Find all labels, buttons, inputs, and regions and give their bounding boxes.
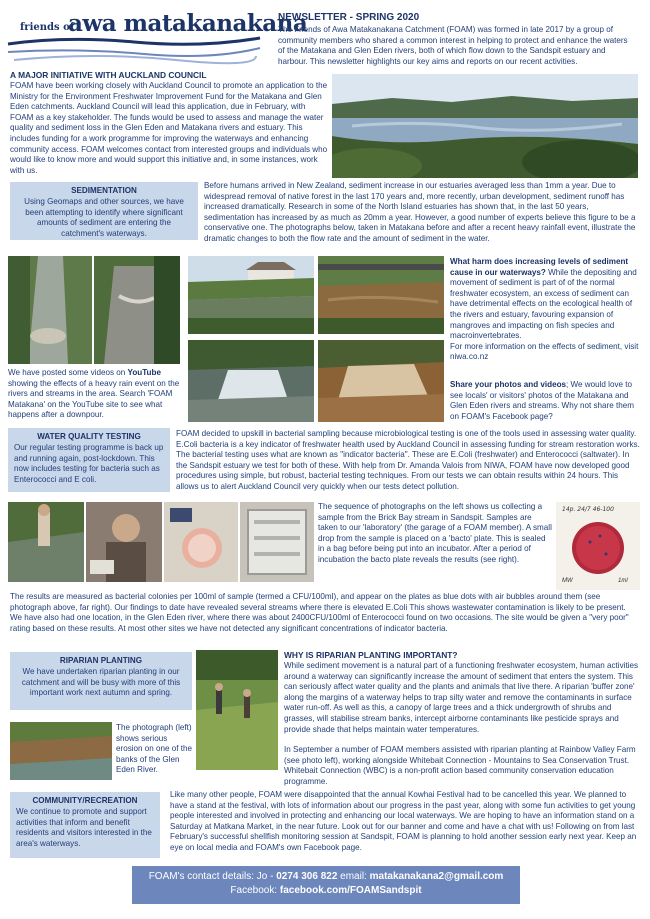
waterfall-before-photo (188, 340, 314, 422)
contact-email-link[interactable]: matakanakana2@gmail.com (369, 871, 504, 882)
sediment-harm-body: While the depositing and movement of sediment is part of of the normal freshwater ecosystem, an excess of sediment can have detrimental effects on the ecological health of the rivers and estuary, favouring expansion of mangroves and impacting on fish species and macroinvertebrates. (450, 267, 637, 341)
river-house-photo (188, 256, 314, 334)
sediment-harm-heading: What harm does increasing levels of sediment cause in our waterways? (450, 257, 629, 277)
why-riparian-text-1: While sediment movement is a natural part of a functioning freshwater ecosystem, human activities around a waterway can significantly increase the amount of sediment that enters the system. This can seriously affect water quality and the plants and animals that live there. A riparian 'buffer zone' along the margins of a waterway helps to trap silty water and remove the contaminants in surface water run-off. As well as this, a canopy of large trees and a thick undergrowth of shrubs and grasses, will stabilise stream banks, intercept airborne contaminants like pesticide sprays and provide shade that helps maintain water temperatures. (284, 661, 639, 734)
initiative-text: FOAM have been working closely with Auckland Council to promote an application to the Ministry for the Environment Freshwater Improvement Fund for the Matakana and Glen Eden catchments. Auckland Council will lead this application, due in February, with FOAM as a key stakeholder. The funds would be used to assess and manage the water quality and sediment loss in the Glen Eden and Matakana rivers and estuary. This includes funding for a work programme for improving the waterways and enhancing community access. FOAM welcomes contact from interested groups and individuals who would like to know more and would support this initiative and, in some instances, work with us. (10, 81, 328, 175)
water-quality-box-title: WATER QUALITY TESTING (37, 432, 141, 441)
newsletter-title: NEWSLETTER - SPRING 2020 (278, 12, 420, 23)
sedimentation-box-text: Using Geomaps and other sources, we have been attempting to identify where significant amounts of sediment are entering the catchment's waterways. (24, 197, 184, 238)
estuary-panorama-photo (332, 74, 638, 178)
facebook-link[interactable]: facebook.com/FOAMSandspit (279, 885, 422, 896)
bacto-plate-prep-photo (164, 502, 238, 582)
waterfall-after-photo (318, 340, 444, 422)
water-quality-box (8, 428, 170, 492)
water-testing-text: FOAM decided to upskill in bacterial sampling because microbiological testing is one of the tools used in assessing water quality. E.Coli bacteria is a key indicator of freshwater health used by Auckland Council in assessing funding for stream restoration works. The bacterial testing uses what are known as "indicator bacteria". These are E.Coli (freshwater) and Enterococci (saltwater). In the Sandspit estuary we test for both of these. With help from Dr. Amanda Valois from NIWA, FOAM have now developed good procedures using simple, but robust, bacterial testing techniques. From our tests we can obtain results within 24 hours. This allows us to alert Auckland Council very quickly when our tests detect pollution. (176, 429, 640, 491)
share-photos-text (450, 380, 642, 422)
incubator-photo (240, 502, 314, 582)
youtube-text-post: showing the effects of a heavy rain event on the rivers and streams in the area. Search 'FOAM Matakana' on the YouTube site to see what happens after a downpour. (8, 378, 180, 420)
sedimentation-box-title: SEDIMENTATION (71, 186, 137, 195)
share-photos-heading: Share your photos and videos (450, 380, 567, 389)
sample-lab-photo (86, 502, 162, 582)
riparian-box (10, 652, 192, 710)
sedimentation-box (10, 182, 198, 240)
community-box-text: We continue to promote and support activities that inform and benefit residents and visitors interested in the area's waterways. (16, 807, 152, 848)
sediment-harm-text (450, 257, 642, 363)
kowhai-festival-text: Like many other people, FOAM were disappointed that the annual Kowhai Festival had to be cancelled this year. We planned to have a stand at the festival, with lots of information about our progress in the past year, along with some fun activities to get young people interested and involved in protecting and enhancing our local waterways. We are hoping to have an information stand on a Saturday at Matkana Market, in the near future. Look out for our banner and come and have a chat with us! Following on from last February's successful shellfish monitoring session at Sandspit, FOAM is planning to hold another session early next year. Keep an eye on local media and FOAM's own Facebook page. (170, 790, 637, 852)
erosion-photo (10, 722, 112, 780)
facebook-label: Facebook: (230, 885, 280, 896)
plate-label-top: 14p. 24/7 46-100 (562, 506, 614, 513)
youtube-link[interactable]: YouTube (127, 368, 161, 377)
why-riparian-heading: WHY IS RIPARIAN PLANTING IMPORTANT? (284, 650, 458, 660)
riparian-box-text: We have undertaken riparian planting in our catchment and will be busy with more of this important work next autumn and spring. (21, 667, 181, 698)
masthead-title: awa matakanakana (68, 10, 308, 37)
sediment-text: Before humans arrived in New Zealand, sediment increase in our estuaries averaged less than 1mm a year. Due to widespread removal of native forest in the last 170 years and, more recently, urban development, sediment runoff has increased dramatically. Research in some of the North Island estuaries has shown that, in the last 50 years, sedimentation has increased by as much as 20mm a year. However, a good number of experts believe this figure to be a conservative one. The photographs below, taken in Matakana before and after a recent heavy rainfall event, illustrate the dramatic changes to both the flow rate and the amount of sediment in the water. (204, 181, 636, 243)
sample-sequence-text: The sequence of photographs on the left shows us collecting a sample from the Brick Bay stream in Sandspit. Samples are taken to our 'laboratory' (the garage of a FOAM member). A small drop from the sample is placed on a 'bacto' plate. This is sealed in a bag before being put into an incubator. After a period of incubation the bacto plate reveals the results (see right). (318, 502, 552, 564)
riparian-box-title: RIPARIAN PLANTING (59, 656, 143, 665)
community-box-title: COMMUNITY/RECREATION (32, 796, 138, 805)
bridge-flood-photo (318, 256, 444, 334)
contact-phone[interactable]: 0274 306 822 (276, 871, 338, 882)
plate-label-left: MW (562, 578, 573, 584)
initiative-heading: A MAJOR INITIATIVE WITH AUCKLAND COUNCIL (10, 70, 207, 80)
water-quality-box-text: Our regular testing programme is back up and running again, post-lockdown. This now includes testing for bacteria such as Enterococci and E coli. (14, 443, 164, 484)
stream-after-photo (94, 256, 180, 364)
bacto-plate-result-photo (556, 502, 640, 590)
riparian-planting-photo (196, 650, 278, 770)
plate-label-right: 1ml (618, 578, 628, 584)
stream-before-photo (8, 256, 92, 364)
sample-stream-photo (8, 502, 84, 582)
youtube-text (8, 368, 186, 421)
contact-footer (132, 866, 520, 904)
results-text: The results are measured as bacterial colonies per 100ml of sample (termed a CFU/100ml), and appear on the plates as blue dots with air bubbles around them (see photograph above, far right). Our findings to date have revealed several streams where there is elevated E.Coli This shows wastewater contamination is likely to be present. We have also had one location, in the Glen Eden river, where there was about 2400CFU/100ml of Enterococci found on two occasions. The site would be given a "very poor" rating based on these results. At most other sites we have not detected any significant concentrations of indicator bacteria. (10, 592, 629, 633)
youtube-text-pre: We have posted some videos on (8, 368, 128, 377)
facebook-line (132, 884, 520, 898)
erosion-caption: The photograph (left) shows serious erosion on one of the banks of the Glen Eden River. (116, 723, 193, 775)
intro-text: The Friends of Awa Matakanakana Catchment (FOAM) was formed in late 2017 by a group of community members who shared a common interest in helping to protect and enhance the waters of the Matakana and Glen Eden rivers, both of which flow down to the Sandspit estuary and harbour. This newsletter highlights our key aims and reports on our recent activities. (278, 25, 628, 66)
contact-label: FOAM's contact details: Jo - (148, 871, 277, 882)
share-photos-body: ; We would love to see locals' or visitors' photos of the Matakana and Glen Eden rivers and streams. Why not share them on FOAM's Facebook page? (450, 380, 634, 421)
masthead-logo (6, 8, 308, 70)
masthead-small-text: friends of (20, 22, 75, 33)
community-box (10, 792, 160, 858)
contact-line (132, 870, 520, 884)
why-riparian-text-2: In September a number of FOAM members assisted with riparian planting at Rainbow Valley Farm (see photo left), working alongside Whitebait Connection - Mountains to Sea Conservation Trust. Whitebait Connection (WBC) is a non-profit action based community conservation education programme. (284, 745, 636, 786)
email-label: email: (337, 871, 370, 882)
niwa-link-text[interactable]: For more information on the effects of sediment, visit niwa.co.nz (450, 341, 639, 362)
